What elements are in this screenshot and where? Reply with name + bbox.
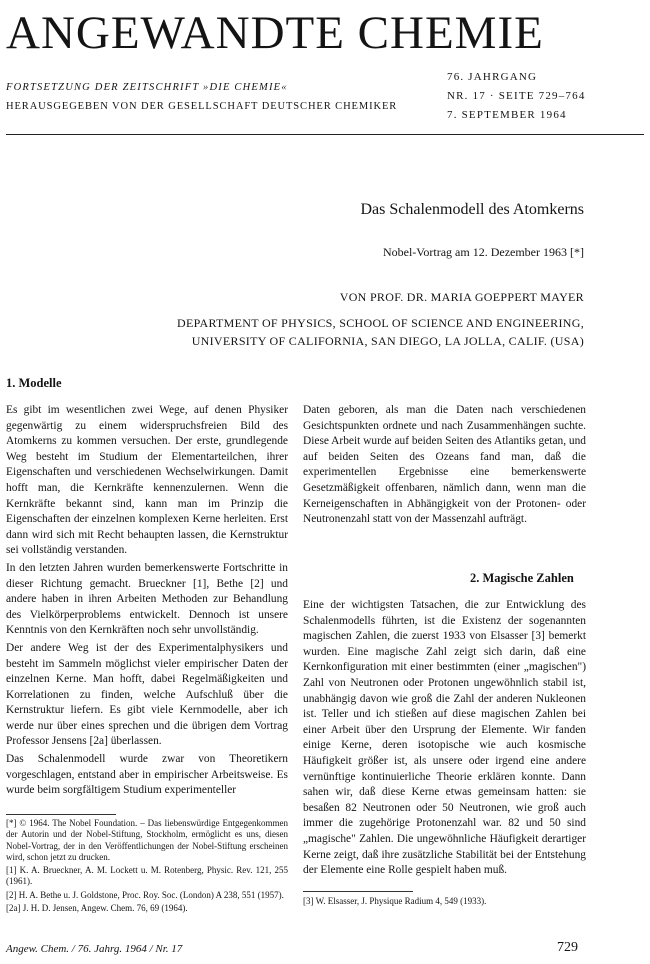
- right-column-body: [303, 403, 586, 530]
- issue-date: 7. SEPTEMBER 1964: [447, 109, 567, 121]
- footnote: [3] W. Elsasser, J. Physique Radium 4, 549 (1933).: [303, 896, 487, 906]
- author-affiliation-line-1: DEPARTMENT OF PHYSICS, SCHOOL OF SCIENCE AND ENGINEERING,: [177, 316, 584, 330]
- footnote-divider-right: [303, 891, 413, 892]
- footnotes-left: [6, 818, 288, 916]
- article-author: VON PROF. DR. MARIA GOEPPERT MAYER: [339, 290, 584, 304]
- footnote: [*] © 1964. The Nobel Foundation. – Das liebenswürdige Entgegenkommen der Autorin und der Nobel-Stiftung, Stockholm, ermöglicht es uns, diesen Nobel-Vortrag, der in den Veröffentlichungen der Nobel-Stiftung erscheinen wird, schon jetzt zu drucken.: [6, 818, 288, 862]
- article-subtitle: Nobel-Vortrag am 12. Dezember 1963 [*]: [382, 245, 584, 259]
- paragraph: In den letzten Jahren wurden bemerkenswerte Fortschritte in dieser Richtung gemacht. Brueckner [1], Bethe [2] und andere haben in ihren Arbeiten Methoden zur Behandlung des Vielkörperproblems entwickelt. Dennoch ist unsere Kenntnis von den Kernkräften noch sehr unvollständig.: [6, 561, 288, 637]
- paragraph: Das Schalenmodell wurde zwar von Theoretikern vorgeschlagen, entstand aber in empirischer Arbeitsweise. Es wurde beim sorgfältigem Studium experimenteller: [6, 753, 288, 797]
- paragraph: Eine der wichtigsten Tatsachen, die zur Entwicklung des Schalenmodells führten, ist die Existenz der sogenannten magischen Zahlen, die zuerst 1933 von Elsasser [3] bemerkt wurden. Eine magische Zahl zeigt sich darin, daß eine Kernkonfiguration mit einer bestimmten (einer „magischen") Zahl von Neutronen oder Protonen ungewöhnlich stabil ist, unabhängig davon wie groß die Zahl der anderen Nukleonen ist. Teller und ich stießen auf diese magischen Zahlen bei einer Arbeit über den Ursprung der Elemente. Wir fanden einige Kerne, deren isotopische wie auch kosmische Häufigkeit größer ist, als unsere oder irgend eine andere vernünftige kontinuierliche Theorie erklären konnte. Dann sahen wir, daß diese Kerne etwas gemeinsam hatten: sie besaßen 82 Neutronen oder 50 Neutronen, wie groß auch immer die zugehörige Protonenzahl war. 82 und 50 sind „magische" Zahlen. Die ungewöhnliche Häufigkeit derartiger Kerne zeigt, daß ihre zusätzliche Stabilität bei der Entstehung der Elemente eine Rolle gespielt haben muß.: [303, 599, 586, 877]
- section-heading-magische-zahlen: 2. Magische Zahlen: [470, 571, 574, 585]
- journal-publisher: HERAUSGEGEBEN VON DER GESELLSCHAFT DEUTSCHER CHEMIKER: [6, 101, 398, 112]
- paragraph: Der andere Weg ist der des Experimentalphysikers und besteht im Sammeln möglichst vieler empirischer Daten der einzelnen Kerne. Man hofft, dabei Regelmäßigkeiten und Korrelationen zu finden, welche Aufschluß über die Kernstruktur liefern. Es gibt viele Kernmodelle, aber ich werde nur über eines sprechen und die übrigen dem Vortrag Professor Jensens [2a] überlassen.: [6, 641, 288, 748]
- footnote: [2a] J. H. D. Jensen, Angew. Chem. 76, 69 (1964).: [6, 903, 188, 914]
- footnotes-right: [303, 896, 586, 909]
- issue-volume: 76. JAHRGANG: [447, 71, 538, 83]
- footnote-divider-left: [6, 814, 116, 815]
- journal-citation-footer: Angew. Chem. / 76. Jahrg. 1964 / Nr. 17: [6, 943, 183, 955]
- left-column-body: [6, 403, 288, 801]
- journal-subtitle: FORTSETZUNG DER ZEITSCHRIFT »DIE CHEMIE«: [6, 82, 288, 93]
- section-heading-modelle: 1. Modelle: [6, 376, 62, 390]
- article-title: Das Schalenmodell des Atomkerns: [360, 201, 584, 218]
- masthead-divider: [6, 134, 644, 135]
- footnote: [2] H. A. Bethe u. J. Goldstone, Proc. Roy. Soc. (London) A 238, 551 (1957).: [6, 889, 284, 900]
- right-column-section2: [303, 598, 586, 881]
- journal-title: ANGEWANDTE CHEMIE: [6, 7, 544, 59]
- paragraph: Es gibt im wesentlichen zwei Wege, auf denen Physiker gegenwärtig zu einem widerspruchsfreien Bild des Atomkerns zu kommen versuchen. Der erste, grundlegende Weg besteht im Studium der Elementarteilchen, ihrer Eigenschaften und verschiedenen Wechselwirkungen. Damit hofft man, die Kernkräfte kennenzulernen. Wenn die Kernkräfte bekannt sind, kann man im Prinzip die Eigenschaften der einzelnen komplexen Kerne herleiten. Erst dann wird sich mit Recht behaupten lassen, die Kernstruktur sei vollständig verstanden.: [6, 404, 288, 557]
- author-affiliation-line-2: UNIVERSITY OF CALIFORNIA, SAN DIEGO, LA JOLLA, CALIF. (USA): [191, 334, 584, 348]
- paragraph: Daten geboren, als man die Daten nach verschiedenen Gesichtspunkten ordnete und nach Zusammenhängen suchte. Diese Arbeit wurde auf beiden Seiten des Atlantiks getan, und auf beiden Seiten des Ozeans fand man, daß die experimentellen Ergebnisse eine bemerkenswerte Gesetzmäßigkeit offenbaren, nämlich dann, wenn man die Kerneigenschaften in Abhängigkeit von der Protonen- oder Neutronenzahl statt von der Massenzahl aufträgt.: [303, 404, 586, 526]
- page-number: 729: [557, 940, 578, 955]
- issue-number-pages: NR. 17 · SEITE 729–764: [447, 90, 586, 102]
- footnote: [1] K. A. Brueckner, A. M. Lockett u. M. Rotenberg, Physic. Rev. 121, 255 (1961).: [6, 865, 288, 887]
